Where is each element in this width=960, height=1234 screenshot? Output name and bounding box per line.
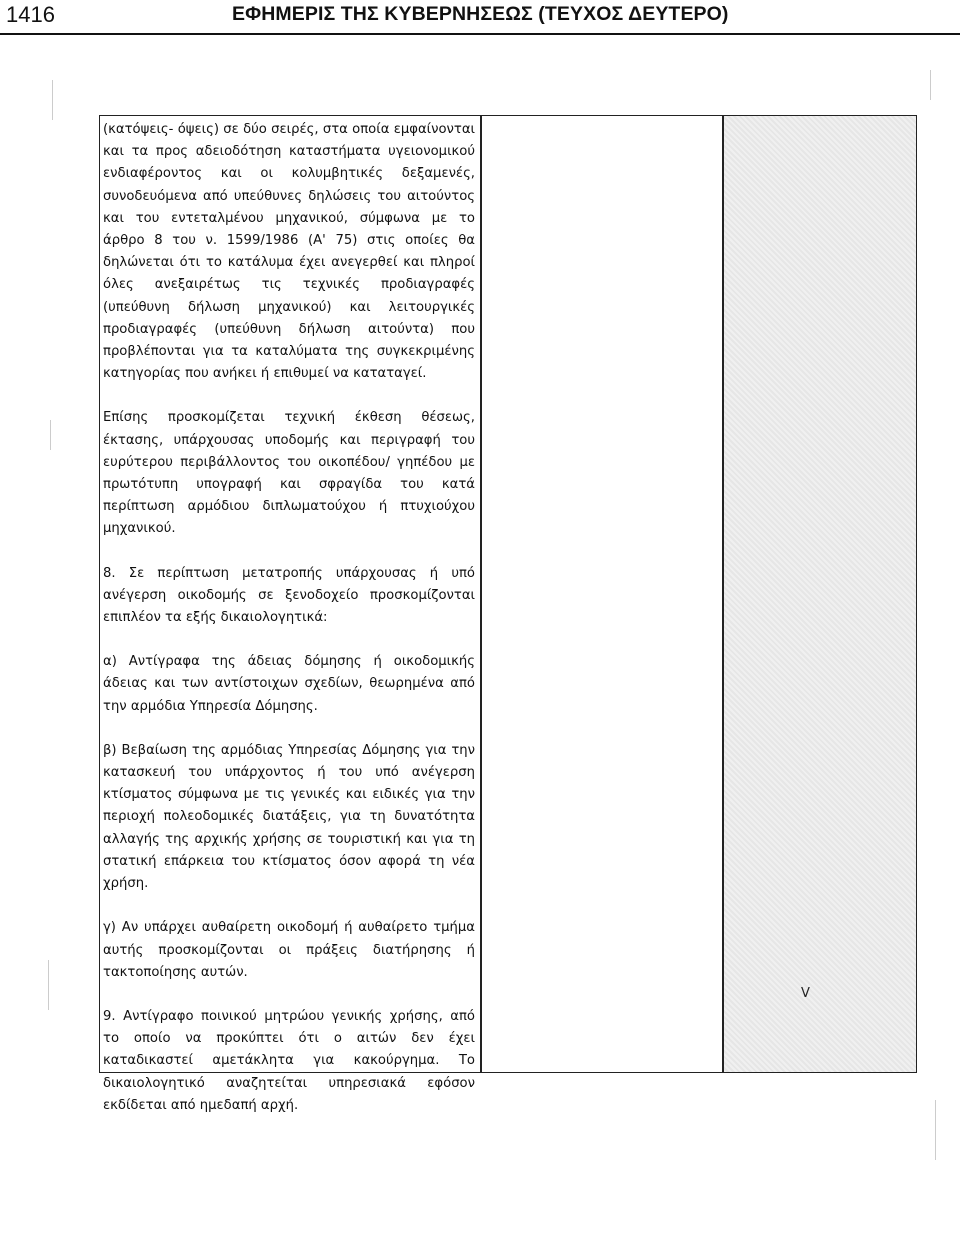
requirements-table (99, 115, 917, 1113)
paragraph-item-8c: γ) Αν υπάρχει αυθαίρετη οικοδομή ή αυθαίρετο τμήμα αυτής προσκομίζονται οι πράξεις διατήρησης ή τακτοποίησης αυτών. (103, 920, 475, 980)
shaded-column (724, 116, 916, 1072)
header-rule (0, 33, 960, 35)
scan-speckle (50, 420, 51, 450)
paragraph-item-8b: β) Βεβαίωση της αρμόδιας Υπηρεσίας Δόμησης για την κατασκευή του υπάρχοντος ή του υπό ανέγερση κτίσματος σύμφωνα με τις γενικές και ειδικές για την περιοχή πολεοδομικές διατάξεις, για τη δυνατότητα αλλαγής της αρχικής χρήσης σε τουριστική και για τη στατική επάρκεια του κτίσματος όσον αφορά τη νέα χρήση. (103, 742, 475, 892)
scan-speckle (930, 70, 931, 100)
paragraph-drawings: (κατόψεις- όψεις) σε δύο σειρές, στα οποία εμφαίνονται και τα προς αδειοδότηση καταστήματα υγειονομικού ενδιαφέροντος και οι κολυμβητικές δεξαμενές, συνοδευόμενα από υπεύθυνες δηλώσεις του αιτούντος και του εντεταλμένου μηχανικού, σύμφωνα με το άρθρο 8 του ν. 1599/1986 (Α' 75) στις οποίες θα δηλώνεται ότι το κατάλυμα έχει ανεγερθεί και πληροί όλες ανεξαιρέτως τις τεχνικές προδιαγραφές (υπεύθυνη δήλωση μηχανικού) και λειτουργικές προδιαγραφές (υπεύθυνη δήλωση αιτούντα) που προβλέπονται για τα καταλύματα της συγκεκριμένης κατηγορίας που ανήκει ή επιθυμεί να καταταγεί. (103, 122, 475, 382)
gazette-title: ΕΦΗΜΕΡΙΣ ΤΗΣ ΚΥΒΕΡΝΗΣΕΩΣ (ΤΕΥΧΟΣ ΔΕΥΤΕΡΟ) (232, 3, 729, 25)
paragraph-technical-report: Επίσης προσκομίζεται τεχνική έκθεση θέσεως, έκτασης, υπάρχουσας υποδομής και περιγραφή του ευρύτερου περιβάλλοντος του οικοπέδου/ γηπέδου με πρωτότυπη υπογραφή και σφραγίδα του κατά περίπτωση αρμόδιου διπλωματούχου ή πτυχιούχου μηχανικού. (103, 410, 475, 537)
paragraph-item-8: 8. Σε περίπτωση μετατροπής υπάρχουσας ή υπό ανέγερση οικοδομής σε ξενοδοχείο προσκομίζονται επιπλέον τα εξής δικαιολογητικά: (103, 565, 475, 626)
column-divider (480, 116, 482, 1072)
scan-speckle (52, 80, 53, 120)
column-divider (722, 116, 724, 1072)
paragraph-item-8a: α) Αντίγραφα της άδειας δόμησης ή οικοδομικής άδειας και των αντίστοιχων σχεδίων, θεωρημένα από την αρμόδια Υπηρεσία Δόμησης. (103, 654, 475, 714)
requirements-text-column (103, 119, 475, 1117)
check-mark: V (801, 986, 810, 1001)
paragraph-item-9: 9. Αντίγραφο ποινικού μητρώου γενικής χρήσης, από το οποίο να προκύπτει ότι ο αιτών δεν έχει καταδικαστεί αμετάκλητα για κακούργημα. Το δικαιολογητικό αναζητείται υπηρεσιακά εφόσον εκδίδεται από ημεδαπή αρχή. (103, 1008, 475, 1113)
page-header (0, 0, 960, 34)
page-number: 1416 (6, 2, 55, 27)
scan-speckle (935, 1100, 936, 1160)
scan-speckle (48, 960, 49, 1010)
